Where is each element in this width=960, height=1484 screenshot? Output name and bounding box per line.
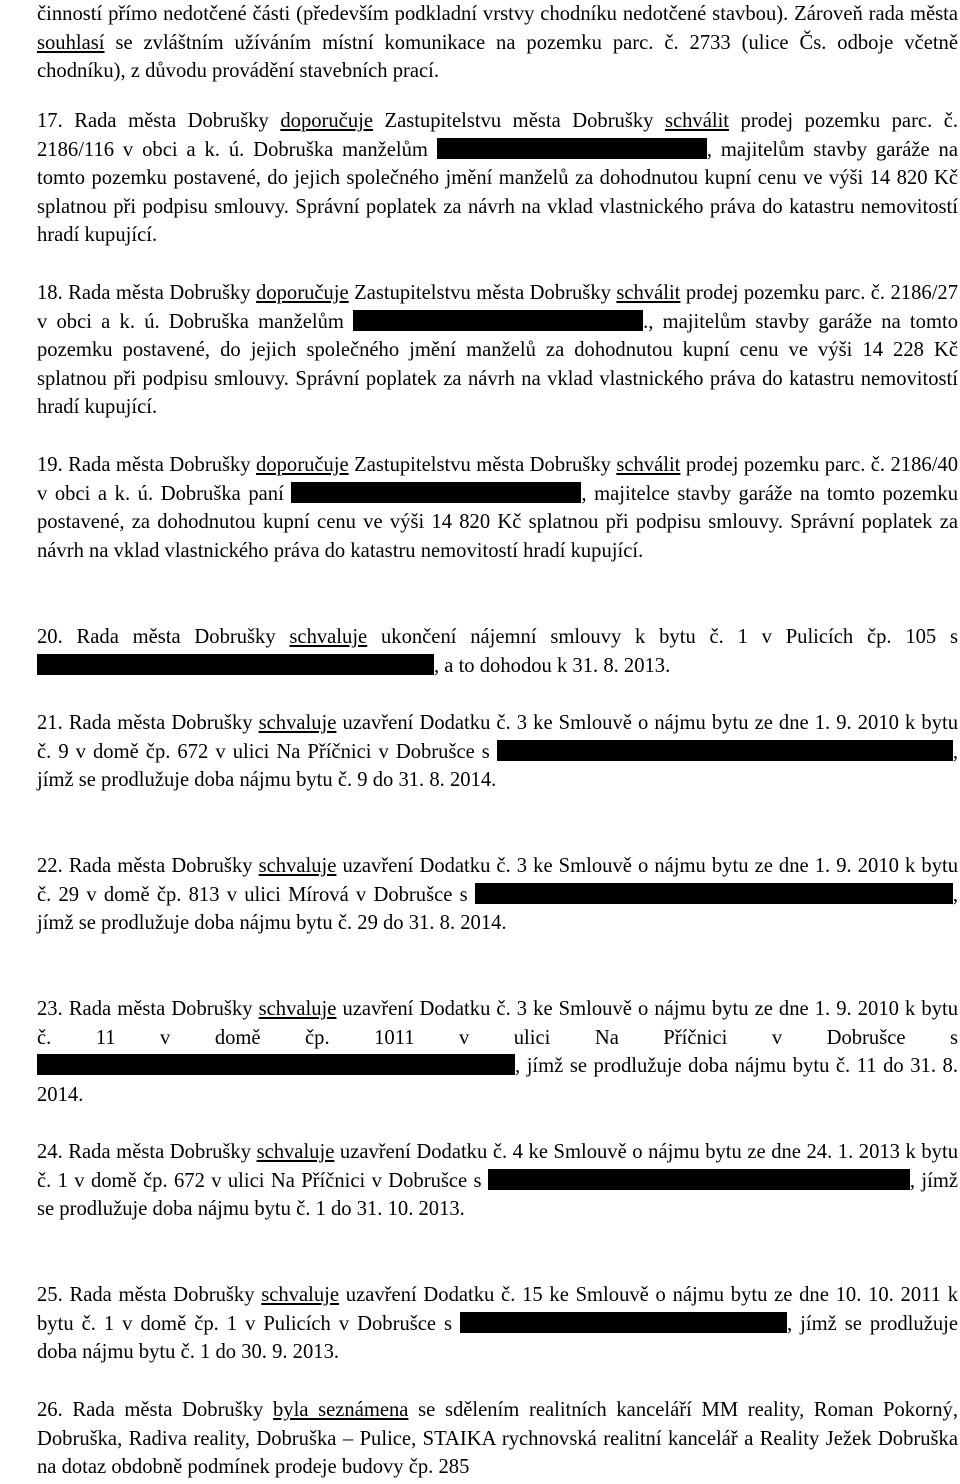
text: uzavření Dodatku č. 3 ke Smlouvě o nájmu bytu ze dne 1. 9. 2010 k bytu č. 29 v domě čp. 813 v ulici Mírová v Dobrušce s xyxy=(37,855,959,906)
paragraph-intro xyxy=(37,0,958,86)
underlined-verb: schválit xyxy=(616,454,681,476)
redaction-block xyxy=(475,883,953,904)
redaction-block xyxy=(353,310,643,331)
text: , a to dohodou k 31. 8. 2013. xyxy=(434,654,671,677)
text: Zastupitelstvu města Dobrušky xyxy=(373,110,665,132)
paragraph-21 xyxy=(37,709,958,795)
text: uzavření Dodatku č. 3 ke Smlouvě o nájmu bytu ze dne 1. 9. 2010 k bytu č. 11 v domě čp. 1011 v ulici Na Příčnici v Dobrušce s xyxy=(37,998,959,1049)
redaction-block xyxy=(437,138,707,159)
text: , jímž se prodlužuje doba nájmu bytu č. 1 do 30. 9. 2013. xyxy=(37,1312,958,1364)
underlined-verb: schvaluje xyxy=(258,855,337,877)
paragraph-17 xyxy=(37,107,958,250)
text: ., majitelům stavby garáže na tomto pozemku postavené, do jejich společného jmění manželů za dohodnutou kupní cenu ve výši 14 228 Kč splatnou při podpisu smlouvy. Správní poplatek za návrh na vklad vlastnického práva do katastru nemovitostí hradí kupující. xyxy=(37,310,958,419)
text: Rada města Dobrušky xyxy=(62,1399,273,1421)
underlined-verb: schvaluje xyxy=(256,1141,335,1163)
text: ukončení nájemní smlouvy k bytu č. 1 v Pulicích čp. 105 s xyxy=(367,626,959,648)
redaction-block xyxy=(460,1312,787,1333)
underlined-verb: doporučuje xyxy=(256,454,349,476)
text: prodej pozemku parc. č. 2186/27 v obci a k. ú. Dobruška manželům xyxy=(37,282,959,333)
text: , jímž se prodlužuje doba nájmu bytu č. 1 do 31. 10. 2013. xyxy=(37,1169,958,1221)
underlined-verb: schválit xyxy=(664,110,730,132)
text: Rada města Dobrušky xyxy=(62,1284,262,1306)
redaction-block xyxy=(37,654,434,675)
underlined-verb: souhlasí xyxy=(37,31,105,54)
item-number: 21. xyxy=(37,712,63,734)
text: prodej pozemku parc. č. 2186/116 v obci a k. ú. Dobruška manželům xyxy=(37,110,959,161)
paragraph-26 xyxy=(37,1396,958,1482)
item-number: 23. xyxy=(37,998,63,1020)
text: Rada města Dobrušky xyxy=(62,712,259,734)
text: Rada města Dobrušky xyxy=(62,110,281,132)
text: Rada města Dobrušky xyxy=(62,998,259,1020)
underlined-verb: doporučuje xyxy=(256,282,349,304)
item-number: 24. xyxy=(37,1141,63,1163)
underlined-verb: doporučuje xyxy=(280,110,373,132)
paragraph-22 xyxy=(37,852,958,938)
item-number: 25. xyxy=(37,1284,63,1306)
redaction-block xyxy=(497,740,953,761)
underlined-verb: schvaluje xyxy=(289,626,368,648)
text: , majitelům stavby garáže na tomto pozemku postavené, do jejich společného jmění manželů za dohodnutou kupní cenu ve výši 14 820 Kč splatnou při podpisu smlouvy. Správní poplatek za návrh na vklad vlastnického práva do katastru nemovitostí hradí kupující. xyxy=(37,138,958,247)
text: , jímž se prodlužuje doba nájmu bytu č. 29 do 31. 8. 2014. xyxy=(37,883,958,935)
text: se zvláštním užíváním místní komunikace na pozemku parc. č. 2733 (ulice Čs. odboje včetně chodníku), z důvodu provádění stavebních prací. xyxy=(37,31,958,83)
text: Zastupitelstvu města Dobrušky xyxy=(348,282,617,304)
item-number: 26. xyxy=(37,1399,63,1421)
text: Rada města Dobrušky xyxy=(62,855,259,877)
paragraph-18 xyxy=(37,279,958,422)
text: uzavření Dodatku č. 4 ke Smlouvě o nájmu bytu ze dne 24. 1. 2013 k bytu č. 1 v domě čp. 672 v ulici Na Příčnici v Dobrušce s xyxy=(37,1141,958,1192)
text: Rada města Dobrušky xyxy=(62,454,257,476)
redaction-block xyxy=(291,482,581,503)
text: Zastupitelstvu města Dobrušky xyxy=(348,454,617,476)
text: Rada města Dobrušky xyxy=(62,1141,257,1163)
text: , jímž se prodlužuje doba nájmu bytu č. 9 do 31. 8. 2014. xyxy=(37,740,958,792)
underlined-verb: schválit xyxy=(616,282,681,304)
text: činností přímo nedotčené části (především podkladní vrstvy chodníku nedotčené stavbou). Zároveň rada města xyxy=(37,3,958,25)
paragraph-19 xyxy=(37,451,958,565)
text: , jímž se prodlužuje doba nájmu bytu č. 11 do 31. 8. 2014. xyxy=(37,1055,958,1106)
redaction-block xyxy=(488,1169,910,1190)
paragraph-20 xyxy=(37,623,958,680)
text: Rada města Dobrušky xyxy=(62,282,257,304)
paragraph-25 xyxy=(37,1281,958,1367)
text: prodej pozemku parc. č. 2186/40 v obci a k. ú. Dobruška paní xyxy=(37,454,959,505)
paragraph-23 xyxy=(37,995,958,1109)
underlined-verb: schvaluje xyxy=(258,998,337,1020)
text: se sdělením realitních kanceláří MM reality, Roman Pokorný, Dobruška, Radiva reality, Dobruška – Pulice, STAIKA rychnovská realitní kancelář a Reality Ježek Dobruška na dotaz obdobně podmínek prodeje budovy čp. 285 xyxy=(37,1399,958,1479)
item-number: 22. xyxy=(37,855,63,877)
text: , majitelce stavby garáže na tomto pozemku postavené, za dohodnutou kupní cenu ve výši 14 820 Kč splatnou při podpisu smlouvy. Správní poplatek za návrh na vklad vlastnického práva do katastru nemovitostí hradí kupující. xyxy=(37,482,958,562)
underlined-verb: schvaluje xyxy=(258,712,337,734)
redaction-block xyxy=(37,1054,515,1075)
text: uzavření Dodatku č. 3 ke Smlouvě o nájmu bytu ze dne 1. 9. 2010 k bytu č. 9 v domě čp. 672 v ulici Na Příčnici v Dobrušce s xyxy=(37,712,959,763)
text: Rada města Dobrušky xyxy=(62,626,290,648)
underlined-verb: schvaluje xyxy=(261,1284,340,1306)
item-number: 18. xyxy=(37,282,63,304)
paragraph-24 xyxy=(37,1138,958,1224)
item-number: 20. xyxy=(37,626,63,648)
text: uzavření Dodatku č. 15 ke Smlouvě o nájmu bytu ze dne 10. 10. 2011 k bytu č. 1 v domě čp. 1 v Pulicích v Dobrušce s xyxy=(37,1284,959,1335)
underlined-verb: byla seznámena xyxy=(273,1399,409,1421)
item-number: 17. xyxy=(37,110,63,132)
item-number: 19. xyxy=(37,454,63,476)
